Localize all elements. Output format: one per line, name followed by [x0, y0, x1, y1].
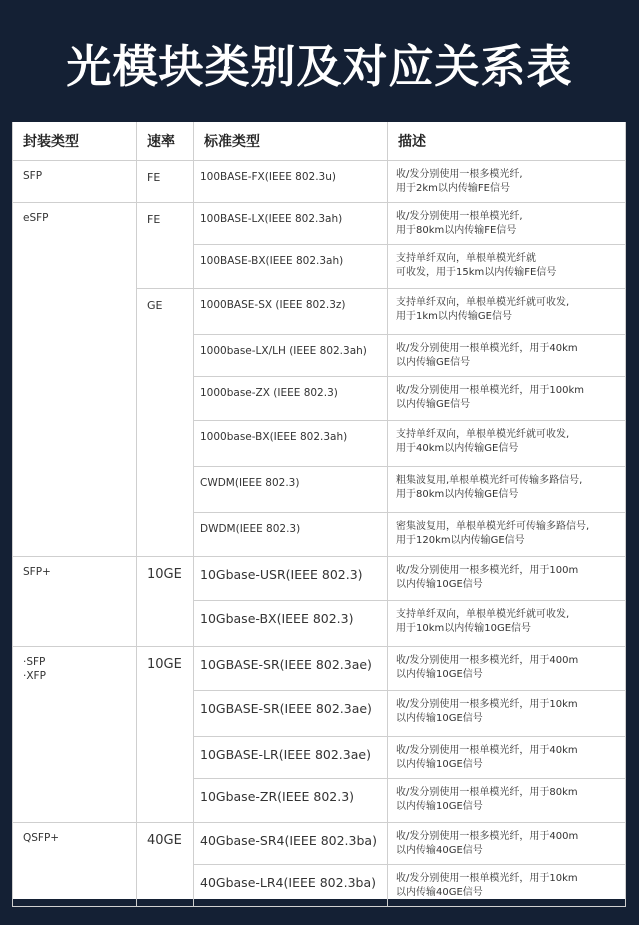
standard-cell: 100BASE-FX(IEEE 802.3u) [194, 161, 388, 203]
standard-cell: 1000base-LX/LH (IEEE 802.3ah) [194, 335, 388, 377]
description-line: 用于80km以内传输GE信号 [396, 489, 519, 500]
description-line: 收/发分别使用一根多模光纤，用于400m [396, 831, 579, 842]
standard-cell: 10Gbase-BX(IEEE 802.3) [194, 601, 388, 647]
standard-cell: 10GBASE-SR(IEEE 802.3ae) [194, 691, 388, 737]
description-cell [388, 737, 626, 779]
description-line: 可收发，用于15km以内传输FE信号 [396, 267, 557, 278]
description-cell [388, 203, 626, 245]
standard-cell: CWDM(IEEE 802.3) [194, 467, 388, 513]
standard-cell: 10GBASE-LR(IEEE 802.3ae) [194, 737, 388, 779]
description-line: 以内传输10GE信号 [396, 579, 483, 590]
header-standard: 标准类型 [194, 122, 388, 161]
description-line: 用于80km以内传输FE信号 [396, 225, 517, 236]
description-line: 收/发分别使用一根多模光纤，用于400m [396, 655, 579, 666]
package-cell [13, 823, 137, 907]
description-line: 以内传输10GE信号 [396, 759, 483, 770]
description-cell [388, 421, 626, 467]
package-cell [13, 161, 137, 203]
description-cell [388, 647, 626, 691]
package-label: QSFP+ [23, 832, 60, 844]
standard-cell: 100BASE-BX(IEEE 802.3ah) [194, 245, 388, 289]
description-line: 收/发分别使用一根单模光纤，用于80km [396, 787, 578, 798]
description-line: 用于2km以内传输FE信号 [396, 183, 510, 194]
description-line: 支持单纤双向，单根单模光纤就可收发, [396, 297, 570, 308]
description-cell [388, 513, 626, 557]
standard-cell: 1000BASE-SX (IEEE 802.3z) [194, 289, 388, 335]
description-line: 支持单纤双向，单根单模光纤就 [396, 253, 536, 264]
package-label: SFP [23, 170, 43, 182]
description-cell [388, 823, 626, 865]
table-row [13, 161, 626, 203]
table-row [13, 557, 626, 601]
description-cell [388, 691, 626, 737]
description-line: 用于10km以内传输10GE信号 [396, 623, 532, 634]
description-line: 以内传输GE信号 [396, 399, 471, 410]
description-cell [388, 377, 626, 421]
description-line: 支持单纤双向，单根单模光纤就可收发, [396, 429, 570, 440]
description-line: 收/发分别使用一根多模光纤，用于10km [396, 699, 578, 710]
table-body [13, 161, 626, 907]
standard-cell: 10Gbase-USR(IEEE 802.3) [194, 557, 388, 601]
package-label: SFP+ [23, 566, 51, 578]
description-line: 收/发分别使用一根单模光纤，用于10km [396, 873, 578, 884]
description-line: 以内传输10GE信号 [396, 713, 483, 724]
description-line: 用于40km以内传输GE信号 [396, 443, 519, 454]
rate-cell: FE [137, 203, 194, 289]
package-cell [13, 647, 137, 823]
description-line: 粗集波复用,单根单模光纤可传输多路信号, [396, 475, 583, 486]
description-line: 用于120km以内传输GE信号 [396, 535, 525, 546]
table-row [13, 823, 626, 865]
package-label: eSFP [23, 212, 49, 224]
standard-cell: 10Gbase-ZR(IEEE 802.3) [194, 779, 388, 823]
table-row [13, 647, 626, 691]
description-line: 收/发分别使用一根单模光纤，用于40km [396, 745, 578, 756]
description-cell [388, 601, 626, 647]
package-label: ·XFP [23, 670, 46, 682]
package-cell [13, 557, 137, 647]
description-cell [388, 161, 626, 203]
rate-cell: 10GE [137, 647, 194, 823]
standard-cell: 40Gbase-SR4(IEEE 802.3ba) [194, 823, 388, 865]
package-label: ·SFP [23, 656, 46, 668]
description-line: 以内传输40GE信号 [396, 845, 483, 856]
table-row [13, 203, 626, 245]
description-cell [388, 557, 626, 601]
description-line: 用于1km以内传输GE信号 [396, 311, 512, 322]
table-header-row [13, 122, 626, 161]
rate-cell: GE [137, 289, 194, 557]
description-cell [388, 467, 626, 513]
description-line: 以内传输10GE信号 [396, 801, 483, 812]
rate-cell: 10GE [137, 557, 194, 647]
description-cell [388, 865, 626, 907]
description-line: 收/发分别使用一根单模光纤, [396, 211, 523, 222]
standard-cell: 10GBASE-SR(IEEE 802.3ae) [194, 647, 388, 691]
header-rate: 速率 [137, 122, 194, 161]
description-line: 支持单纤双向，单根单模光纤就可收发, [396, 609, 570, 620]
standard-cell: DWDM(IEEE 802.3) [194, 513, 388, 557]
description-line: 以内传输10GE信号 [396, 669, 483, 680]
standard-cell: 1000base-BX(IEEE 802.3ah) [194, 421, 388, 467]
page-title: 光模块类别及对应关系表 [66, 40, 573, 93]
header-description: 描述 [388, 122, 626, 161]
header-package: 封装类型 [13, 122, 137, 161]
rate-cell: FE [137, 161, 194, 203]
description-line: 收/发分别使用一根多模光纤，用于100m [396, 565, 579, 576]
package-cell [13, 203, 137, 557]
description-cell [388, 289, 626, 335]
description-cell [388, 245, 626, 289]
description-line: 收/发分别使用一根单模光纤，用于40km [396, 343, 578, 354]
rate-cell: 40GE [137, 823, 194, 907]
description-cell [388, 335, 626, 377]
description-line: 以内传输GE信号 [396, 357, 471, 368]
description-line: 以内传输40GE信号 [396, 887, 483, 898]
standard-cell: 40Gbase-LR4(IEEE 802.3ba) [194, 865, 388, 907]
standard-cell: 1000base-ZX (IEEE 802.3) [194, 377, 388, 421]
standard-cell: 100BASE-LX(IEEE 802.3ah) [194, 203, 388, 245]
description-cell [388, 779, 626, 823]
description-line: 收/发分别使用一根单模光纤，用于100km [396, 385, 584, 396]
description-line: 收/发分别使用一根多模光纤, [396, 169, 523, 180]
description-line: 密集波复用，单根单模光纤可传输多路信号, [396, 521, 590, 532]
module-table [12, 122, 626, 907]
table-panel [12, 122, 625, 899]
